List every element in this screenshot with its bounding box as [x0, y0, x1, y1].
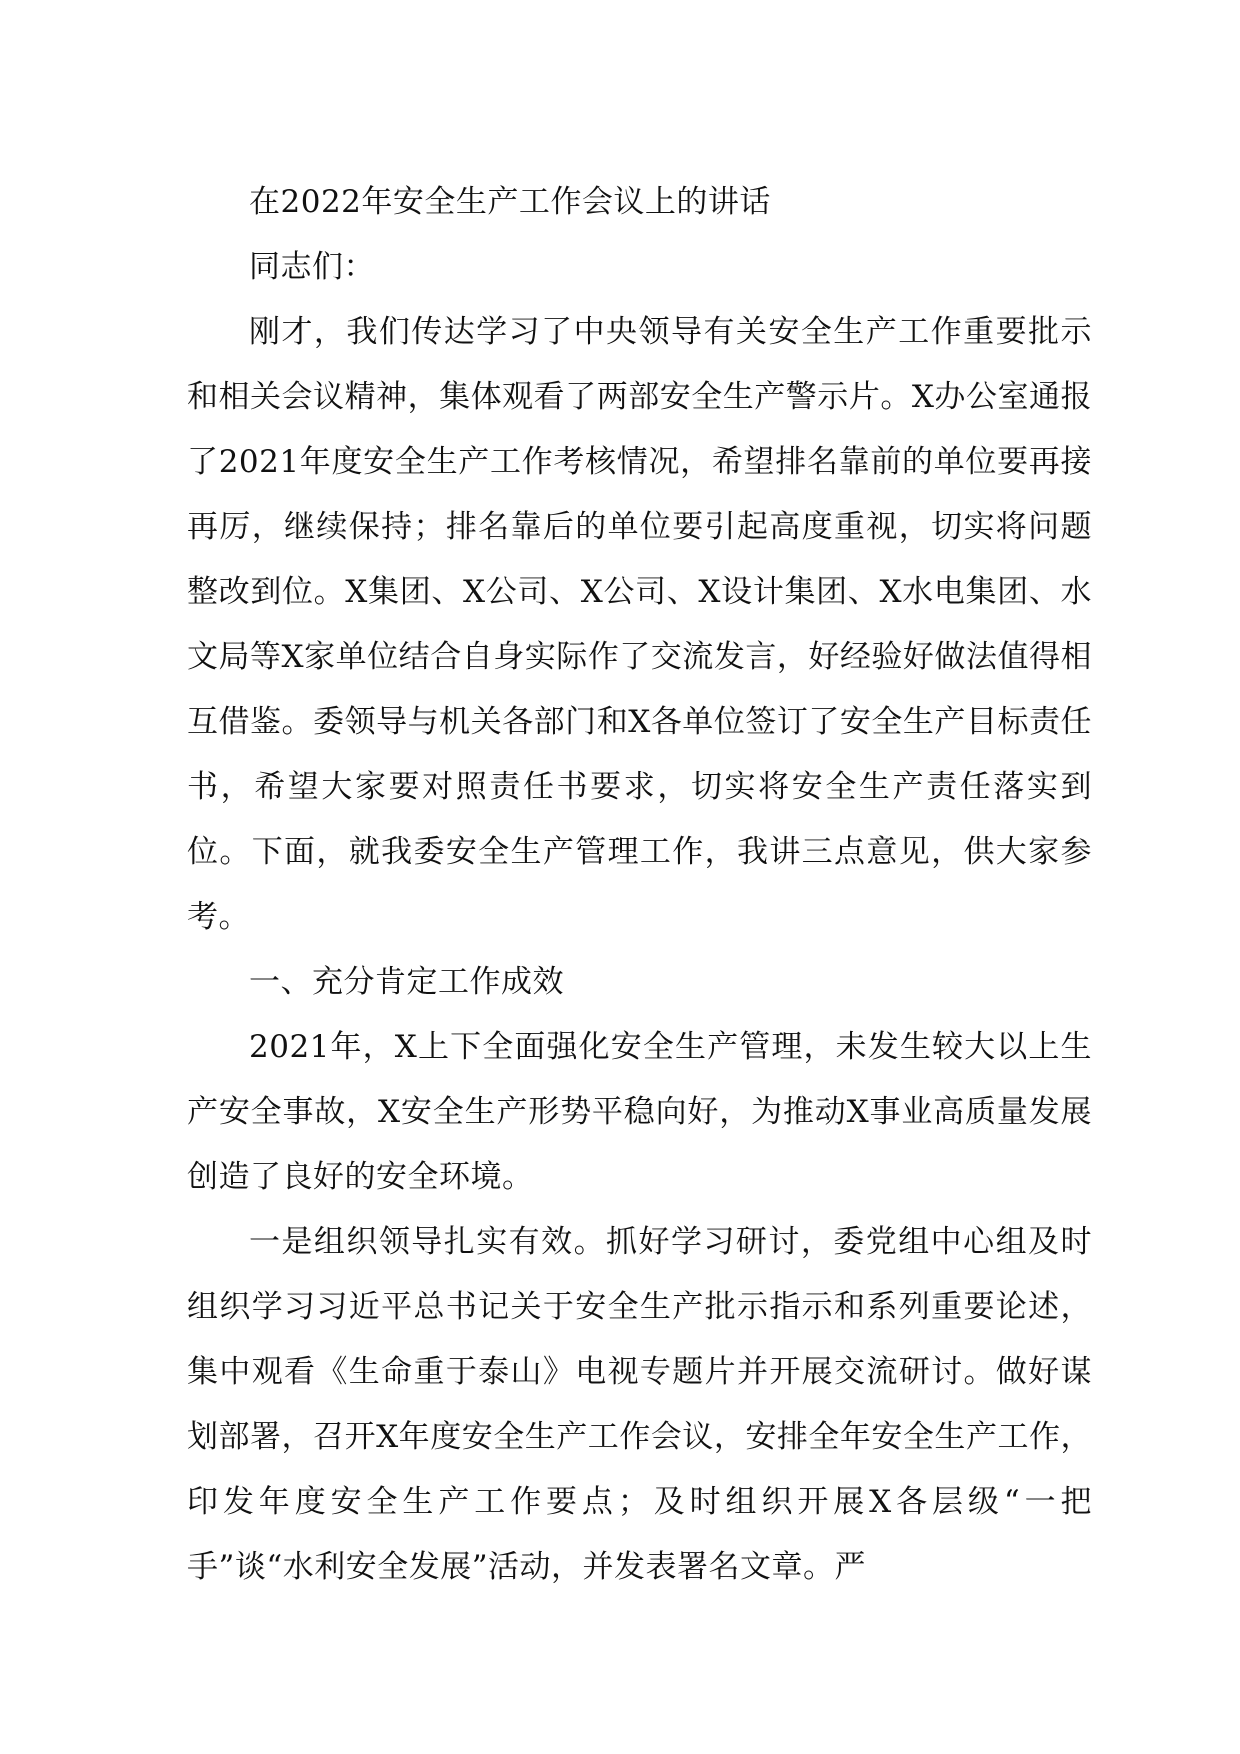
body-paragraph: 一是组织领导扎实有效。抓好学习研讨，委党组中心组及时组织学习习近平总书记关于安全生产批示指示和系列重要论述，集中观看《生命重于泰山》电视专题片并开展交流研讨。做好谋划部署，召开X年度安全生产工作会议，安排全年安全生产工作，印发年度安全生产工作要点；及时组织开展X各层级“一把手”谈“水利安全发展”活动，并发表署名文章。严 — [187, 1224, 1092, 1585]
document-title: 在2022年安全生产工作会议上的讲话 — [249, 184, 771, 220]
greeting-line: 同志们： — [249, 249, 375, 285]
section-heading: 一、充分肯定工作成效 — [249, 964, 564, 1000]
document-body — [187, 170, 1092, 1600]
body-paragraph: 刚才，我们传达学习了中央领导有关安全生产工作重要批示和相关会议精神，集体观看了两部安全生产警示片。X办公室通报了2021年度安全生产工作考核情况，希望排名靠前的单位要再接再厉，继续保持；排名靠后的单位要引起高度重视，切实将问题整改到位。X集团、X公司、X公司、X设计集团、X水电集团、水文局等X家单位结合自身实际作了交流发言，好经验好做法值得相互借鉴。委领导与机关各部门和X各单位签订了安全生产目标责任书，希望大家要对照责任书要求，切实将安全生产责任落实到位。下面，就我委安全生产管理工作，我讲三点意见，供大家参考。 — [187, 314, 1092, 935]
body-paragraph: 2021年，X上下全面强化安全生产管理，未发生较大以上生产安全事故，X安全生产形势平稳向好，为推动X事业高质量发展创造了良好的安全环境。 — [187, 1029, 1092, 1195]
